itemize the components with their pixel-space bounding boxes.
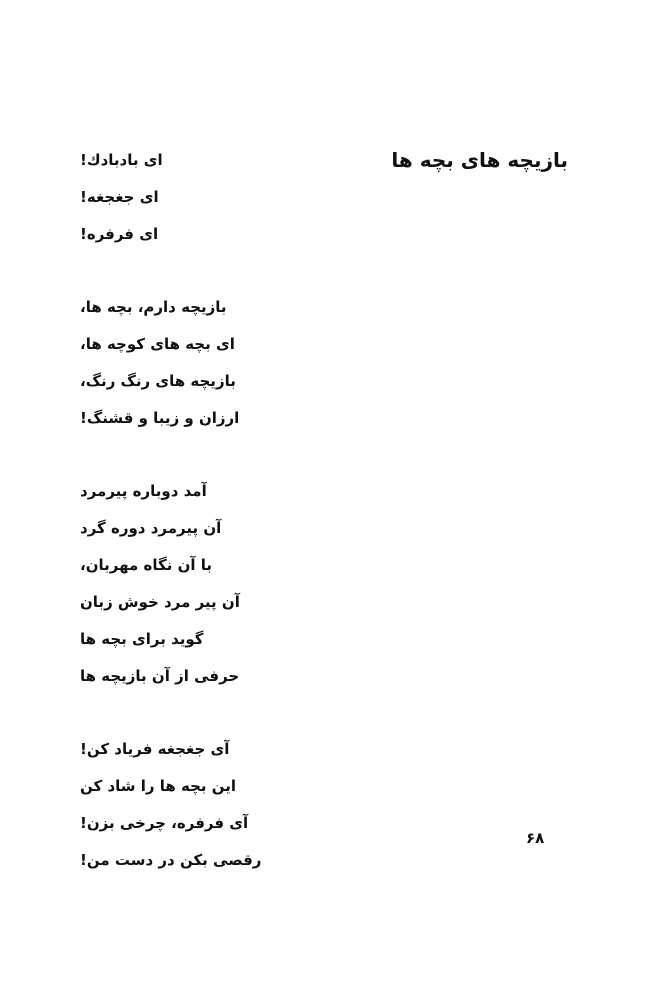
stanza-2 [80,294,340,442]
poem-line: ای بچه های کوچه ها، [80,335,235,353]
stanza-3 [80,478,340,700]
poem-line: این بچه ها را شاد کن [80,777,237,795]
poem-line: بازیچه های رنگ رنگ، [80,372,236,390]
poem-line: آی فرفره، چرخی بزن! [80,814,249,832]
poem-line: آی جغجغه فریاد کن! [80,740,230,758]
stanza-1 [80,147,340,258]
poem-body [80,147,340,920]
poem-line: آن پیر مرد خوش زبان [80,593,240,611]
poem-line: ای فرفره! [80,225,159,243]
poem-line: بازیچه دارم، بچه ها، [80,298,227,316]
poem-line: آن پیرمرد دوره گرد [80,519,222,537]
poem-line: ای بادبادك! [80,151,163,169]
poem-line: ای جغجغه! [80,188,159,206]
stanza-4 [80,736,340,884]
poem-line: ارزان و زیبا و قشنگ! [80,409,240,427]
poem-line: آمد دوباره پیرمرد [80,482,207,500]
poem-title: بازیچه های بچه ها [391,148,568,172]
page-number: ۶۸ [526,829,545,847]
poem-line: رقصی بکن در دست من! [80,851,262,869]
poem-line: با آن نگاه مهربان، [80,556,213,574]
poem-line: گوید برای بچه ها [80,630,204,648]
poem-line: حرفی از آن بازیچه ها [80,667,240,685]
